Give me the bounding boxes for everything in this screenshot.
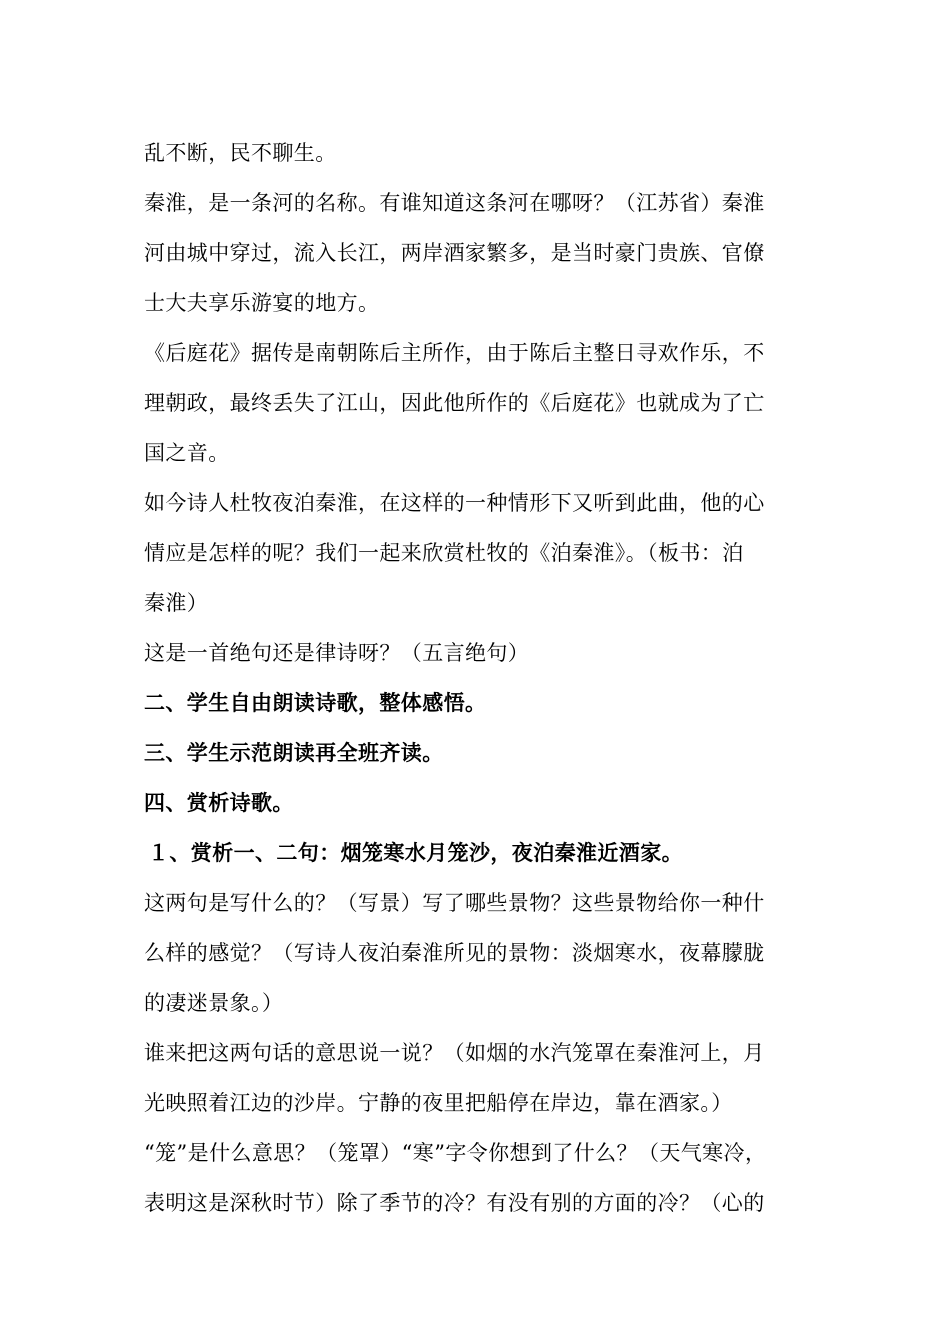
section-heading-2 bbox=[144, 678, 816, 728]
paragraph-line: 这是一首绝句还是律诗呀？（五言绝句） bbox=[144, 641, 530, 665]
paragraph-line: 河由城中穿过，流入长江，两岸酒家繁多，是当时豪门贵族、官僚 bbox=[144, 241, 765, 265]
paragraph-line: 理朝政，最终丢失了江山，因此他所作的《后庭花》也就成为了亡 bbox=[144, 391, 765, 415]
section-heading-3 bbox=[144, 728, 816, 778]
heading-line: １、赏析一、二句：烟笼寒水月笼沙，夜泊秦淮近酒家。 bbox=[148, 840, 683, 865]
heading-line: 四、赏析诗歌。 bbox=[144, 790, 294, 815]
paragraph-4 bbox=[144, 478, 816, 628]
document-page bbox=[144, 128, 816, 1228]
heading-line: 二、学生自由朗读诗歌，整体感悟。 bbox=[144, 690, 487, 715]
paragraph-2 bbox=[144, 178, 816, 328]
paragraph-6 bbox=[144, 878, 816, 1028]
paragraph-line: “笼”是什么意思？（笼罩）“寒”字令你想到了什么？（天气寒冷， bbox=[144, 1141, 767, 1165]
heading-line: 三、学生示范朗读再全班齐读。 bbox=[144, 740, 444, 765]
paragraph-line: 《后庭花》据传是南朝陈后主所作，由于陈后主整日寻欢作乐，不 bbox=[144, 341, 765, 365]
paragraph-line: 国之音。 bbox=[144, 441, 230, 465]
paragraph-line: 光映照着江边的沙岸。宁静的夜里把船停在岸边，靠在酒家。） bbox=[144, 1091, 733, 1115]
subsection-heading-1 bbox=[144, 828, 816, 878]
paragraph-line: 士大夫享乐游宴的地方。 bbox=[144, 291, 380, 315]
paragraph-line: 秦淮，是一条河的名称。有谁知道这条河在哪呀？（江苏省）秦淮 bbox=[144, 191, 765, 215]
paragraph-1 bbox=[144, 128, 816, 178]
paragraph-line: 乱不断，民不聊生。 bbox=[144, 141, 337, 165]
paragraph-line: 的凄迷景象。） bbox=[144, 991, 284, 1015]
paragraph-line: 这两句是写什么的？（写景）写了哪些景物？这些景物给你一种什 bbox=[144, 891, 765, 915]
paragraph-8 bbox=[144, 1128, 816, 1228]
paragraph-line: 情应是怎样的呢？我们一起来欣赏杜牧的《泊秦淮》。（板书：泊 bbox=[144, 541, 744, 565]
paragraph-3 bbox=[144, 328, 816, 478]
paragraph-line: 表明这是深秋时节）除了季节的冷？有没有别的方面的冷？（心的 bbox=[144, 1191, 765, 1215]
paragraph-7 bbox=[144, 1028, 816, 1128]
paragraph-line: 秦淮） bbox=[144, 591, 209, 615]
paragraph-line: 谁来把这两句话的意思说一说？（如烟的水汽笼罩在秦淮河上，月 bbox=[144, 1041, 765, 1065]
paragraph-line: 如今诗人杜牧夜泊秦淮，在这样的一种情形下又听到此曲，他的心 bbox=[144, 491, 765, 515]
paragraph-line: 么样的感觉？（写诗人夜泊秦淮所见的景物：淡烟寒水，夜幕朦胧 bbox=[144, 941, 765, 965]
section-heading-4 bbox=[144, 778, 816, 828]
paragraph-5 bbox=[144, 628, 816, 678]
